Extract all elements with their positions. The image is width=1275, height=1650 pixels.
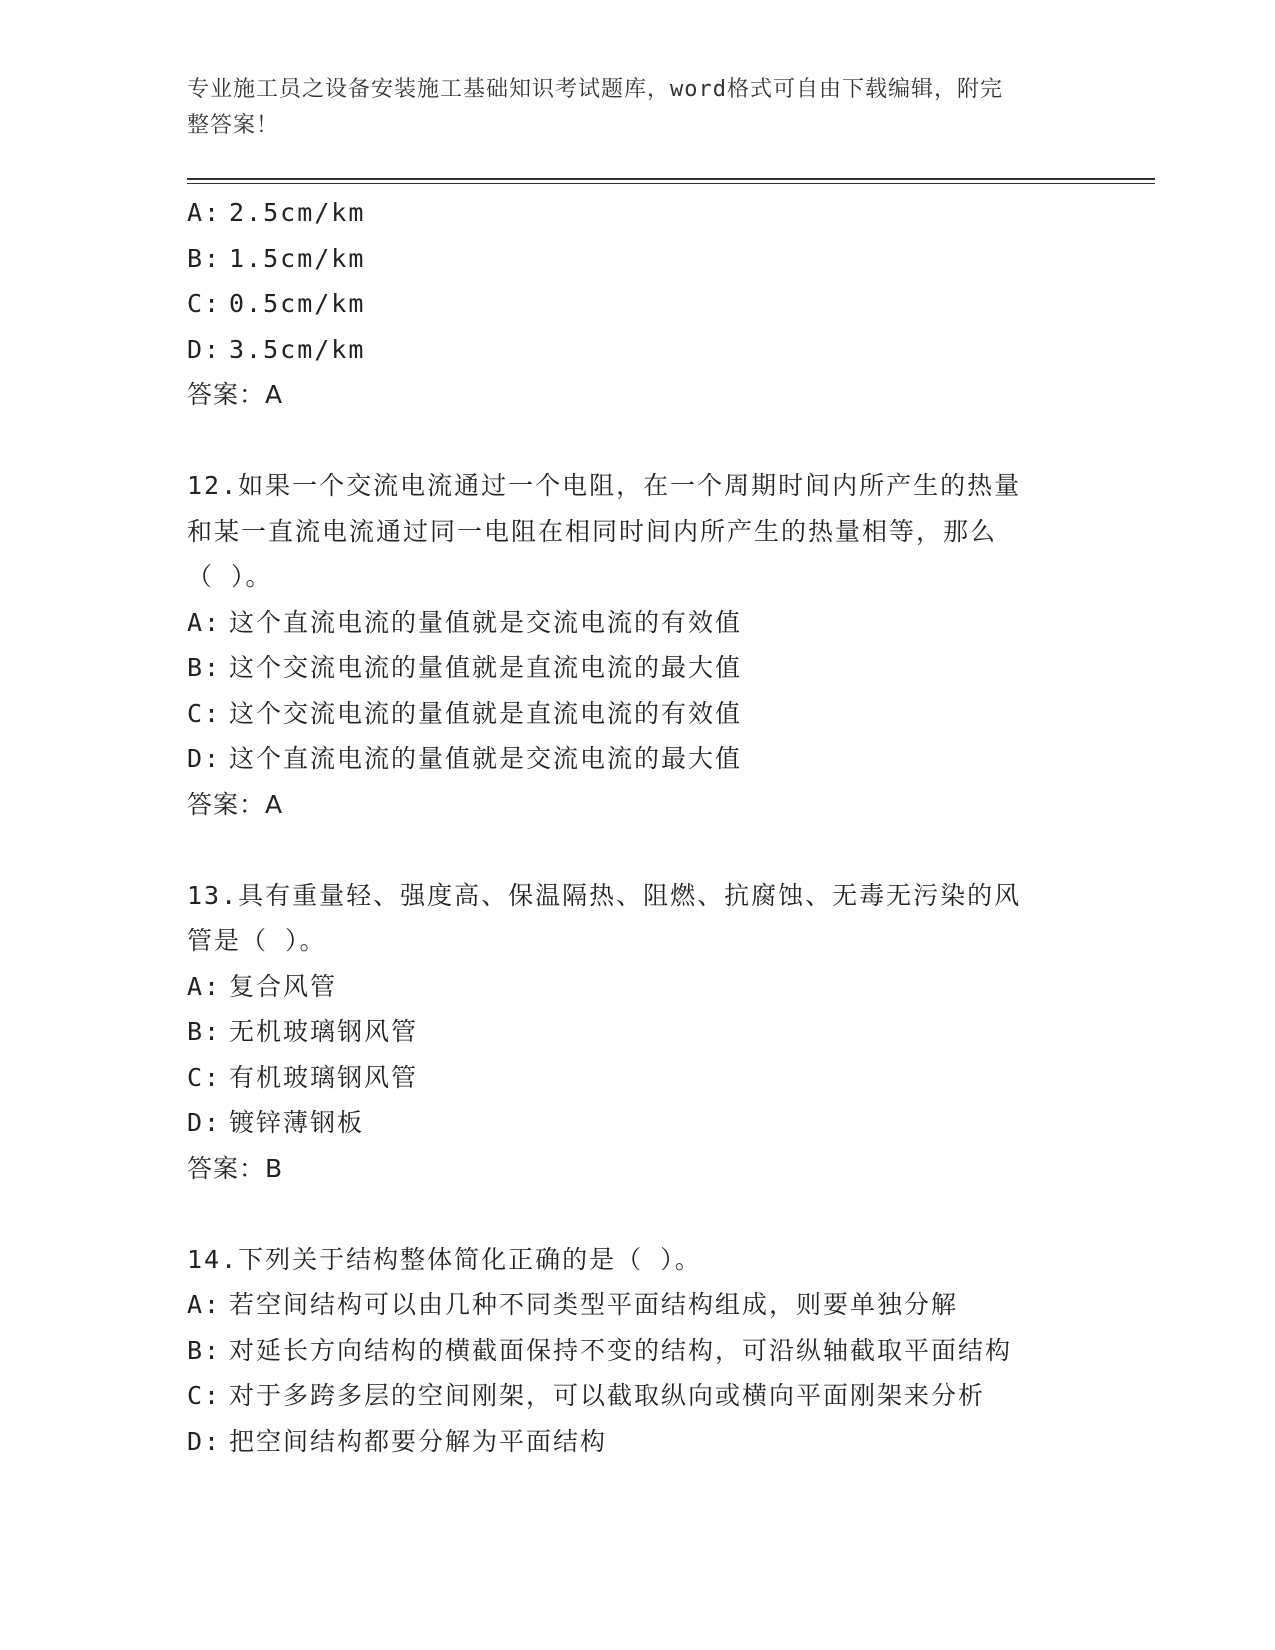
question-block-14 bbox=[187, 1237, 1087, 1465]
question-text: 12.如果一个交流电流通过一个电阻，在一个周期时间内所产生的热量 bbox=[187, 471, 1022, 500]
question-block-13 bbox=[187, 873, 1087, 1192]
question-text: 13.具有重量轻、强度高、保温隔热、阻燃、抗腐蚀、无毒无污染的风 bbox=[187, 880, 1022, 910]
option-b: B: 对延长方向结构的横截面保持不变的结构，可沿纵轴截取平面结构 bbox=[187, 1335, 1013, 1365]
answer: 答案：A bbox=[187, 380, 284, 409]
spacer bbox=[187, 418, 1087, 464]
header-title-line-1: 专业施工员之设备安装施工基础知识考试题库，word格式可自由下载编辑，附完 bbox=[187, 77, 1003, 102]
option-b: B: 这个交流电流的量值就是直流电流的最大值 bbox=[187, 653, 743, 682]
question-list bbox=[187, 190, 1087, 1464]
option-c: C: 这个交流电流的量值就是直流电流的有效值 bbox=[187, 698, 743, 728]
option-d: D: 这个直流电流的量值就是交流电流的最大值 bbox=[187, 744, 743, 773]
header-divider-thick bbox=[187, 178, 1155, 180]
option-d: D: 3.5cm/km bbox=[187, 334, 366, 364]
question-block-12 bbox=[187, 463, 1087, 827]
option-b: B: 1.5cm/km bbox=[187, 243, 366, 273]
option-d: D: 把空间结构都要分解为平面结构 bbox=[187, 1426, 608, 1456]
spacer bbox=[187, 827, 1087, 873]
option-a: A: 2.5cm/km bbox=[187, 198, 366, 227]
header-title-line-2: 整答案！ bbox=[187, 113, 280, 138]
option-c: C: 0.5cm/km bbox=[187, 289, 366, 318]
option-a: A: 这个直流电流的量值就是交流电流的有效值 bbox=[187, 607, 743, 637]
option-c: C: 对于多跨多层的空间刚架，可以截取纵向或横向平面刚架来分析 bbox=[187, 1381, 986, 1410]
option-a: A: 若空间结构可以由几种不同类型平面结构组成，则要单独分解 bbox=[187, 1290, 959, 1319]
question-text: 14.下列关于结构整体简化正确的是（ ）。 bbox=[187, 1244, 702, 1274]
option-b: B: 无机玻璃钢风管 bbox=[187, 1017, 419, 1046]
option-c: C: 有机玻璃钢风管 bbox=[187, 1062, 419, 1092]
spacer bbox=[187, 1191, 1087, 1237]
option-d: D: 镀锌薄钢板 bbox=[187, 1108, 365, 1137]
question-block-11 bbox=[187, 190, 1087, 418]
question-text: 和某一直流电流通过同一电阻在相同时间内所产生的热量相等，那么 bbox=[187, 516, 998, 546]
question-text: 管是（ ）。 bbox=[187, 926, 327, 955]
option-a: A: 复合风管 bbox=[187, 971, 338, 1001]
header-divider-thin bbox=[187, 183, 1155, 184]
answer: 答案：B bbox=[187, 1153, 284, 1183]
question-text: （ ）。 bbox=[187, 562, 273, 591]
document-header bbox=[187, 72, 1087, 144]
answer: 答案：A bbox=[187, 789, 284, 819]
